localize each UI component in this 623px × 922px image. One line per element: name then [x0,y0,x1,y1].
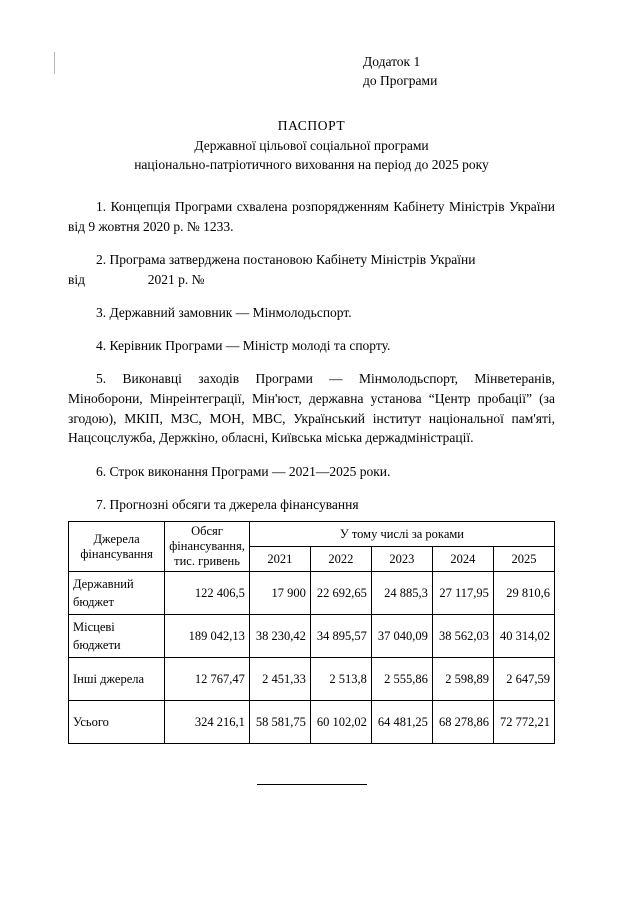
document-title-block [68,116,555,175]
paragraph-2 [68,250,555,289]
row-value-2023: 64 481,25 [371,701,432,744]
row-source: Інші джерела [69,658,165,701]
document-page [0,52,623,922]
row-source: Усього [69,701,165,744]
paragraph-1: 1. Концепція Програми схвалена розпорядженням Кабінету Міністрів України від 9 жовтня 2020 р. № 1233. [68,199,555,234]
row-value-2023: 24 885,3 [371,572,432,615]
row-value-2024: 27 117,95 [432,572,493,615]
header-source: Джерела фінансування [69,522,165,572]
header-year-2022: 2022 [310,547,371,572]
paragraph-5: 5. Виконавці заходів Програми — Мінмолодьспорт, Мінветеранів, Міноборони, Мінреінтеграції, Мін'юст, державна установа “Центр пробації” (за згодою), МКІП, МЗС, МОН, МВС, Український інститут національної пам'яті, Нацсоцслужба, Держкіно, обласні, Київська міська держадміністрації. [68,371,555,446]
paragraph-2-line-2 [68,270,555,290]
row-value-2025: 29 810,6 [493,572,554,615]
row-source: Державний бюджет [69,572,165,615]
row-value-2021: 17 900 [249,572,310,615]
page-margin-tick [54,52,55,74]
row-value-2022: 2 513,8 [310,658,371,701]
row-source: Місцеві бюджети [69,615,165,658]
row-value-2022: 34 895,57 [310,615,371,658]
row-value-2022: 60 102,02 [310,701,371,744]
row-value-2024: 2 598,89 [432,658,493,701]
header-year-2025: 2025 [493,547,554,572]
page-title: ПАСПОРТ [277,118,346,134]
title-line-1: Державної цільової соціальної програми [194,137,429,153]
financing-table [68,521,555,744]
paragraph-3: 3. Державний замовник — Мінмолодьспорт. [96,304,352,320]
row-value-2021: 38 230,42 [249,615,310,658]
row-value-2023: 2 555,86 [371,658,432,701]
table-row [69,615,555,658]
row-total: 122 406,5 [165,572,250,615]
header-by-years: У тому числі за роками [249,522,554,547]
header-total: Обсяг фінансування, тис. гривень [165,522,250,572]
title-line-2: національно-патріотичного виховання на період до 2025 року [134,157,489,173]
paragraph-4: 4. Керівник Програми — Міністр молоді та спорту. [96,338,391,354]
row-value-2024: 38 562,03 [432,615,493,658]
table-row [69,701,555,744]
appendix-block [363,52,555,90]
appendix-subtitle: до Програми [363,73,438,89]
table-row [69,572,555,615]
row-value-2022: 22 692,65 [310,572,371,615]
paragraph-2-from: від [68,271,85,287]
row-value-2023: 37 040,09 [371,615,432,658]
paragraph-7: 7. Прогнозні обсяги та джерела фінансування [96,496,359,512]
appendix-number: Додаток 1 [363,54,421,69]
document-body [68,197,555,785]
header-year-2021: 2021 [249,547,310,572]
header-year-2023: 2023 [371,547,432,572]
table-row [69,658,555,701]
financing-table-head [69,522,555,572]
paragraph-2-year: 2021 р. № [147,271,205,287]
row-value-2021: 58 581,75 [249,701,310,744]
table-header-row-1 [69,522,555,547]
header-year-2024: 2024 [432,547,493,572]
row-total: 324 216,1 [165,701,250,744]
row-value-2025: 2 647,59 [493,658,554,701]
row-value-2021: 2 451,33 [249,658,310,701]
row-value-2024: 68 278,86 [432,701,493,744]
row-total: 12 767,47 [165,658,250,701]
financing-table-body [69,572,555,744]
paragraph-6: 6. Строк виконання Програми — 2021—2025 роки. [96,463,391,479]
paragraph-2-line-1: 2. Програма затверджена постановою Кабінету Міністрів України [96,251,476,267]
row-total: 189 042,13 [165,615,250,658]
document-end-rule [257,784,367,785]
row-value-2025: 40 314,02 [493,615,554,658]
row-value-2025: 72 772,21 [493,701,554,744]
